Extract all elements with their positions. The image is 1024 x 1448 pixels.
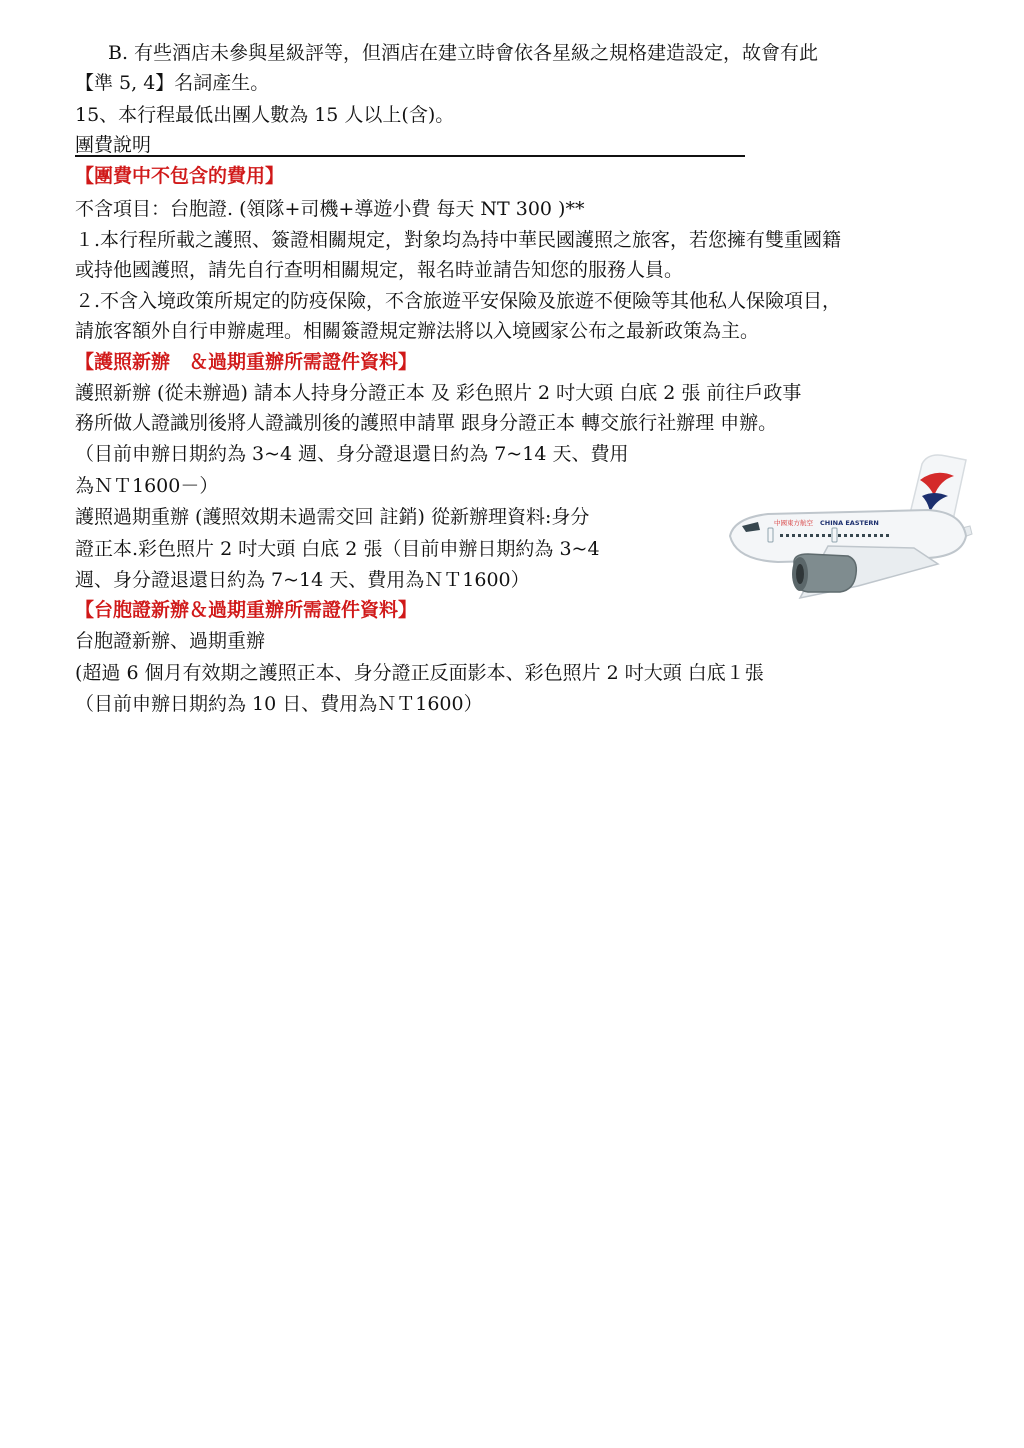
fee-section-title: 團費說明 xyxy=(75,134,152,156)
new-passport-line: 護照新辦 (從未辦過) 請本人持身分證正本 及 彩色照片 2 吋大頭 白底 2 張 前往戶政事 xyxy=(75,382,802,404)
new-passport-duration-line: （目前申辦日期約為 3~4 週、身分證退還日約為 7~14 天、費用 xyxy=(75,443,629,465)
compatriot-permit-docs-line: (超過 6 個月有效期之護照正本、身分證正反面影本、彩色照片 2 吋大頭 白底１張 xyxy=(75,662,764,684)
min-group-size-line: 15、本行程最低出團人數為 15 人以上(含)。 xyxy=(75,104,455,126)
renew-passport-line: 護照過期重辦 (護照效期未過需交回 註銷) 從新辦理資料:身分 xyxy=(75,506,590,528)
section-underline xyxy=(75,155,745,157)
insurance-line: ２.不含入境政策所規定的防疫保險，不含旅遊平安保險及旅遊不便險等其他私人保險項目， xyxy=(75,290,842,312)
heading-passport-docs: 【護照新辦 ＆過期重辦所需證件資料】 xyxy=(75,351,418,373)
airplane-illustration xyxy=(708,450,976,610)
renew-passport-line-3: 週、身分證退還日約為 7~14 天、費用為ＮＴ1600） xyxy=(75,569,530,591)
compatriot-permit-fee-line: （目前申辦日期約為 10 日、費用為ＮＴ1600） xyxy=(75,693,483,715)
excluded-items-line: 不含項目：台胞證. (領隊+司機+導遊小費 每天 NT 300 )** xyxy=(75,198,585,220)
heading-taiwan-compatriot-docs: 【台胞證新辦＆過期重辦所需證件資料】 xyxy=(75,599,418,621)
renew-passport-line-2: 證正本.彩色照片 2 吋大頭 白底 2 張（目前申辦日期約為 3~4 xyxy=(75,538,600,560)
passport-rules-line: １.本行程所載之護照、簽證相關規定，對象均為持中華民國護照之旅客，若您擁有雙重國籍 xyxy=(75,229,842,251)
new-passport-line-2: 務所做人證識別後將人證識別後的護照申請單 跟身分證正本 轉交旅行社辦理 申辦。 xyxy=(75,412,778,434)
new-passport-fee-line: 為ＮＴ1600－） xyxy=(75,475,219,497)
airline-name-cn: 中國東方航空 xyxy=(774,519,813,527)
compatriot-permit-line: 台胞證新辦、過期重辦 xyxy=(75,630,266,652)
insurance-line-2: 請旅客額外自行申辦處理。相關簽證規定辦法將以入境國家公布之最新政策為主。 xyxy=(75,320,760,342)
airline-name-en: CHINA EASTERN xyxy=(820,519,879,527)
heading-excluded-fees: 【團費中不包含的費用】 xyxy=(75,165,285,187)
passport-rules-line-2: 或持他國護照，請先自行查明相關規定，報名時並請告知您的服務人員。 xyxy=(75,259,684,281)
hotel-note-line: B. 有些酒店未參與星級評等，但酒店在建立時會依各星級之規格建造設定，故會有此 xyxy=(108,42,819,64)
hotel-note-line-2: 【準 5, 4】名詞產生。 xyxy=(75,72,270,94)
